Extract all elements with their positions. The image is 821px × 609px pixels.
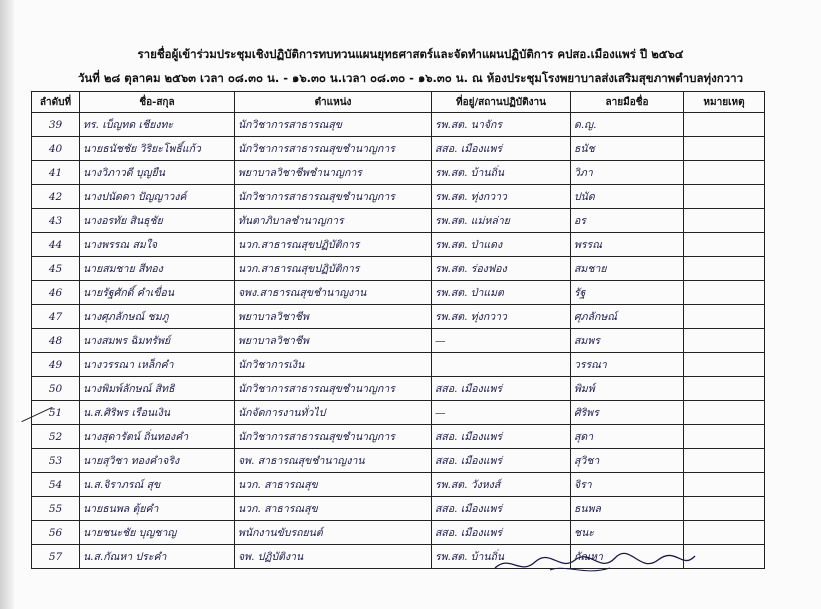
row-position: นวก.สาธารณสุขปฏิบัติการ [235,257,432,281]
table-row [32,257,765,281]
row-signature: ศิริพร [571,401,684,425]
row-name: นายธนัชชัย วิริยะโพธิ์แก้ว [80,137,235,161]
row-number: 49 [32,353,80,377]
row-name: ทร. เบ็ญทด เชียงทะ [80,113,235,137]
table-row [32,473,765,497]
row-remark [684,377,765,401]
row-name: นายสมชาย สีทอง [80,257,235,281]
row-remark [684,113,765,137]
table-header-row [32,92,765,113]
row-remark [684,521,765,545]
row-number: 53 [32,449,80,473]
row-remark [684,449,765,473]
row-name: นางวรรณา เหล็กคำ [80,353,235,377]
row-name: น.ส.จิราภรณ์ สุข [80,473,235,497]
row-position: นักจัดการงานทั่วไป [235,401,432,425]
row-signature: สุวิชา [571,449,684,473]
row-position: ทันตาภิบาลชำนาญการ [235,209,432,233]
row-name: นายชนะชัย บุญชาญ [80,521,235,545]
row-number: 45 [32,257,80,281]
table-row [32,425,765,449]
row-workplace: สสอ. เมืองแพร่ [432,521,571,545]
row-remark [684,185,765,209]
row-workplace: รพ.สต. ร่องฟอง [432,257,571,281]
row-remark [684,305,765,329]
row-number: 52 [32,425,80,449]
row-number: 42 [32,185,80,209]
table-row [32,137,765,161]
table-row [32,353,765,377]
row-signature: ปนัด [571,185,684,209]
row-number: 56 [32,521,80,545]
row-name: นายรัฐศักดิ์ คำเขื่อน [80,281,235,305]
row-position: นักวิชาการสาธารณสุขชำนาญการ [235,377,432,401]
row-workplace: สสอ. เมืองแพร่ [432,377,571,401]
row-remark [684,329,765,353]
row-number: 41 [32,161,80,185]
row-signature: ด.ญ. [571,113,684,137]
row-number: 46 [32,281,80,305]
row-signature: พิมพ์ [571,377,684,401]
header-signature: ลายมือชื่อ [571,92,684,113]
header-no: ลำดับที่ [32,92,80,113]
row-signature: สมชาย [571,257,684,281]
row-position: นวก. สาธารณสุข [235,497,432,521]
row-name: นายสุวิชา ทองคำจริง [80,449,235,473]
row-name: นางศุภลักษณ์ ชมภู [80,305,235,329]
table-row [32,401,765,425]
row-name: นางสมพร ฉิมทรัพย์ [80,329,235,353]
table-row [32,497,765,521]
row-number: 51 [32,401,80,425]
row-signature: จิรา [571,473,684,497]
row-position: จพ. สาธารณสุขชำนาญงาน [235,449,432,473]
row-workplace: สสอ. เมืองแพร่ [432,425,571,449]
row-name: นางอรทัย สินธุชัย [80,209,235,233]
row-name: น.ส.ศิริพร เรือนเงิน [80,401,235,425]
row-number: 40 [32,137,80,161]
table-row [32,209,765,233]
header-remark: หมายเหตุ [684,92,765,113]
row-workplace: รพ.สต. ป่าแมต [432,281,571,305]
table-row [32,281,765,305]
scan-edge [0,0,14,609]
row-name: นางพรรณ สมใจ [80,233,235,257]
row-number: 54 [32,473,80,497]
row-position: จพง.สาธารณสุขชำนาญงาน [235,281,432,305]
header-name: ชื่อ-สกุล [80,92,235,113]
row-workplace: รพ.สต. แม่หล่าย [432,209,571,233]
table-row [32,113,765,137]
row-remark [684,209,765,233]
row-name: นางวิภาวดี บุญยืน [80,161,235,185]
row-remark [684,161,765,185]
row-workplace [432,353,571,377]
row-remark [684,425,765,449]
row-position: นักวิชาการสาธารณสุขชำนาญการ [235,137,432,161]
row-remark [684,497,765,521]
row-remark [684,233,765,257]
row-signature: ชนะ [571,521,684,545]
row-signature: อร [571,209,684,233]
row-signature: ศุภลักษณ์ [571,305,684,329]
row-position: นักวิชาการเงิน [235,353,432,377]
row-workplace: สสอ. เมืองแพร่ [432,449,571,473]
document-subtitle: วันที่ ๒๘ ตุลาคม ๒๕๖๓ เวลา ๐๘.๓๐ น. - ๑๖.๓๐ น.เวลา ๐๘.๓๐ - ๑๖.๓๐ น. ณ ห้องประชุมโรงพยาบาลส่งเสริมสุขภาพตำบลทุ่งกวาว [77,71,744,85]
row-position: นักวิชาการสาธารณสุขชำนาญการ [235,425,432,449]
row-signature: สุดา [571,425,684,449]
row-position: พยาบาลวิชาชีพชำนาญการ [235,161,432,185]
row-workplace: — [432,401,571,425]
row-number: 50 [32,377,80,401]
row-position: พยาบาลวิชาชีพ [235,305,432,329]
row-number: 48 [32,329,80,353]
certifier-signature [490,548,700,578]
row-name: นางสุดารัตน์ ถิ่นทองคำ [80,425,235,449]
row-number: 39 [32,113,80,137]
row-workplace: รพ.สต. ป่าแดง [432,233,571,257]
row-number: 47 [32,305,80,329]
row-position: นวก. สาธารณสุข [235,473,432,497]
row-signature: สมพร [571,329,684,353]
row-workplace: สสอ. เมืองแพร่ [432,137,571,161]
row-workplace: รพ.สต. นาจักร [432,113,571,137]
row-remark [684,473,765,497]
row-signature: กัณหา [571,545,684,569]
row-number: 43 [32,209,80,233]
table-row [32,521,765,545]
row-position: พนักงานขับรถยนต์ [235,521,432,545]
attendance-table [31,91,765,569]
table-row [32,305,765,329]
row-name: นางพิมพ์ลักษณ์ สิทธิ [80,377,235,401]
row-workplace: รพ.สต. ทุ่งกวาว [432,185,571,209]
row-name: น.ส.กัณหา ประคำ [80,545,235,569]
row-name: นายธนพล ตุ้ยคำ [80,497,235,521]
table-row [32,329,765,353]
row-number: 44 [32,233,80,257]
row-signature: พรรณ [571,233,684,257]
row-position: นักวิชาการสาธารณสุขชำนาญการ [235,185,432,209]
row-signature: ธนพล [571,497,684,521]
document-title: รายชื่อผู้เข้าร่วมประชุมเชิงปฏิบัติการทบทวนแผนยุทธศาสตร์และจัดทำแผนปฏิบัติการ คปสอ.เมืองแพร่ ปี ๒๕๖๔ [137,47,684,61]
table-row [32,161,765,185]
row-workplace: รพ.สต. บ้านถิ่น [432,161,571,185]
row-remark [684,137,765,161]
row-name: นางปนัดดา ปัญญาวงค์ [80,185,235,209]
table-row [32,233,765,257]
row-signature: ธนัช [571,137,684,161]
row-workplace: รพ.สต. วังหงส์ [432,473,571,497]
row-remark [684,401,765,425]
row-workplace: รพ.สต. บ้านถิ่น [432,545,571,569]
header-position: ตำแหน่ง [235,92,432,113]
row-signature: รัฐ [571,281,684,305]
table-row [32,377,765,401]
row-workplace: — [432,329,571,353]
row-remark [684,257,765,281]
row-position: นวก.สาธารณสุขปฏิบัติการ [235,233,432,257]
row-workplace: สสอ. เมืองแพร่ [432,497,571,521]
row-signature: วรรณา [571,353,684,377]
header-workplace: ที่อยู่/สถานปฏิบัติงาน [432,92,571,113]
row-workplace: รพ.สต. ทุ่งกวาว [432,305,571,329]
row-position: พยาบาลวิชาชีพ [235,329,432,353]
table-row [32,185,765,209]
row-number: 57 [32,545,80,569]
row-position: จพ. ปฏิบัติงาน [235,545,432,569]
table-row [32,449,765,473]
row-remark [684,281,765,305]
row-position: นักวิชาการสาธารณสุข [235,113,432,137]
row-number: 55 [32,497,80,521]
row-signature: วิภา [571,161,684,185]
row-remark [684,353,765,377]
